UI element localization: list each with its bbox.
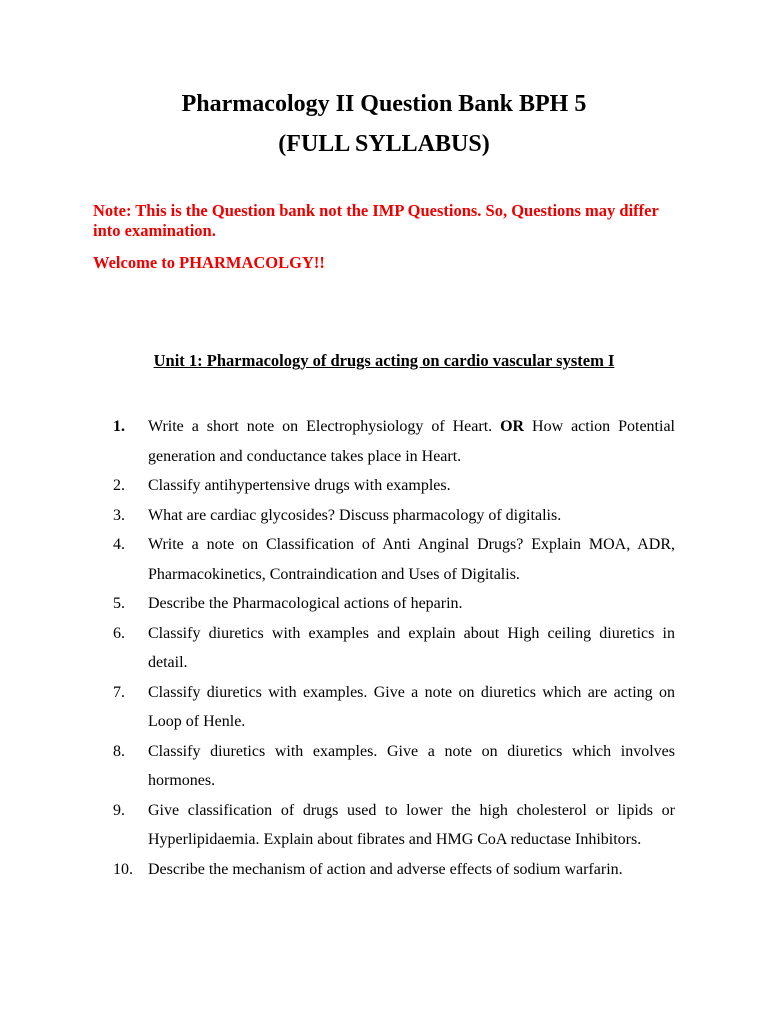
document-title: Pharmacology II Question Bank BPH 5 — [181, 91, 587, 117]
question-item — [113, 530, 675, 589]
document-subtitle: (FULL SYLLABUS) — [278, 131, 490, 157]
or-keyword: OR — [500, 418, 525, 435]
question-item — [113, 471, 675, 501]
question-list — [113, 412, 675, 884]
question-item — [113, 412, 675, 471]
question-number: 1. — [113, 418, 125, 435]
question-number: 6. — [113, 624, 125, 642]
question-item — [113, 678, 675, 737]
question-text: Classify diuretics with examples. Give a note on diuretics which involves hormones. — [148, 742, 675, 789]
question-text: Describe the mechanism of action and adverse effects of sodium warfarin. — [148, 860, 623, 878]
question-text-part: How action Potential generation and conductance takes place in Heart. — [148, 418, 675, 465]
unit-heading: Unit 1: Pharmacology of drugs acting on cardio vascular system I — [153, 351, 615, 370]
question-text — [148, 412, 675, 471]
question-number: 9. — [113, 801, 125, 819]
question-number: 8. — [113, 742, 125, 760]
question-number: 3. — [113, 506, 125, 524]
question-item — [113, 619, 675, 678]
question-text-part: Write a short note on Electrophysiology of Heart. — [148, 418, 493, 435]
question-item — [113, 796, 675, 855]
question-text: Give classification of drugs used to lower the high cholesterol or lipids or Hyperlipidaemia. Explain about fibrates and HMG CoA reductase Inhibitors. — [148, 801, 675, 848]
question-text: Classify diuretics with examples and explain about High ceiling diuretics in detail. — [148, 624, 675, 671]
question-item — [113, 737, 675, 796]
question-number: 5. — [113, 595, 125, 612]
question-text: What are cardiac glycosides? Discuss pharmacology of digitalis. — [148, 506, 562, 524]
question-number: 7. — [113, 683, 125, 701]
question-number: 2. — [113, 477, 125, 494]
question-number: 10. — [113, 860, 133, 878]
question-item — [113, 501, 675, 531]
question-text: Write a note on Classification of Anti Anginal Drugs? Explain MOA, ADR, Pharmacokinetics, Contraindication and Uses of Digitalis. — [148, 536, 675, 583]
question-item — [113, 589, 675, 619]
note-text: Note: This is the Question bank not the IMP Questions. So, Questions may differ into examination. — [93, 201, 659, 240]
question-number: 4. — [113, 536, 125, 553]
question-item — [113, 855, 675, 885]
welcome-text: Welcome to PHARMACOLGY!! — [93, 253, 325, 272]
question-text: Classify antihypertensive drugs with examples. — [148, 477, 451, 494]
question-text: Describe the Pharmacological actions of heparin. — [148, 595, 463, 612]
question-text: Classify diuretics with examples. Give a note on diuretics which are acting on Loop of Henle. — [148, 683, 675, 730]
